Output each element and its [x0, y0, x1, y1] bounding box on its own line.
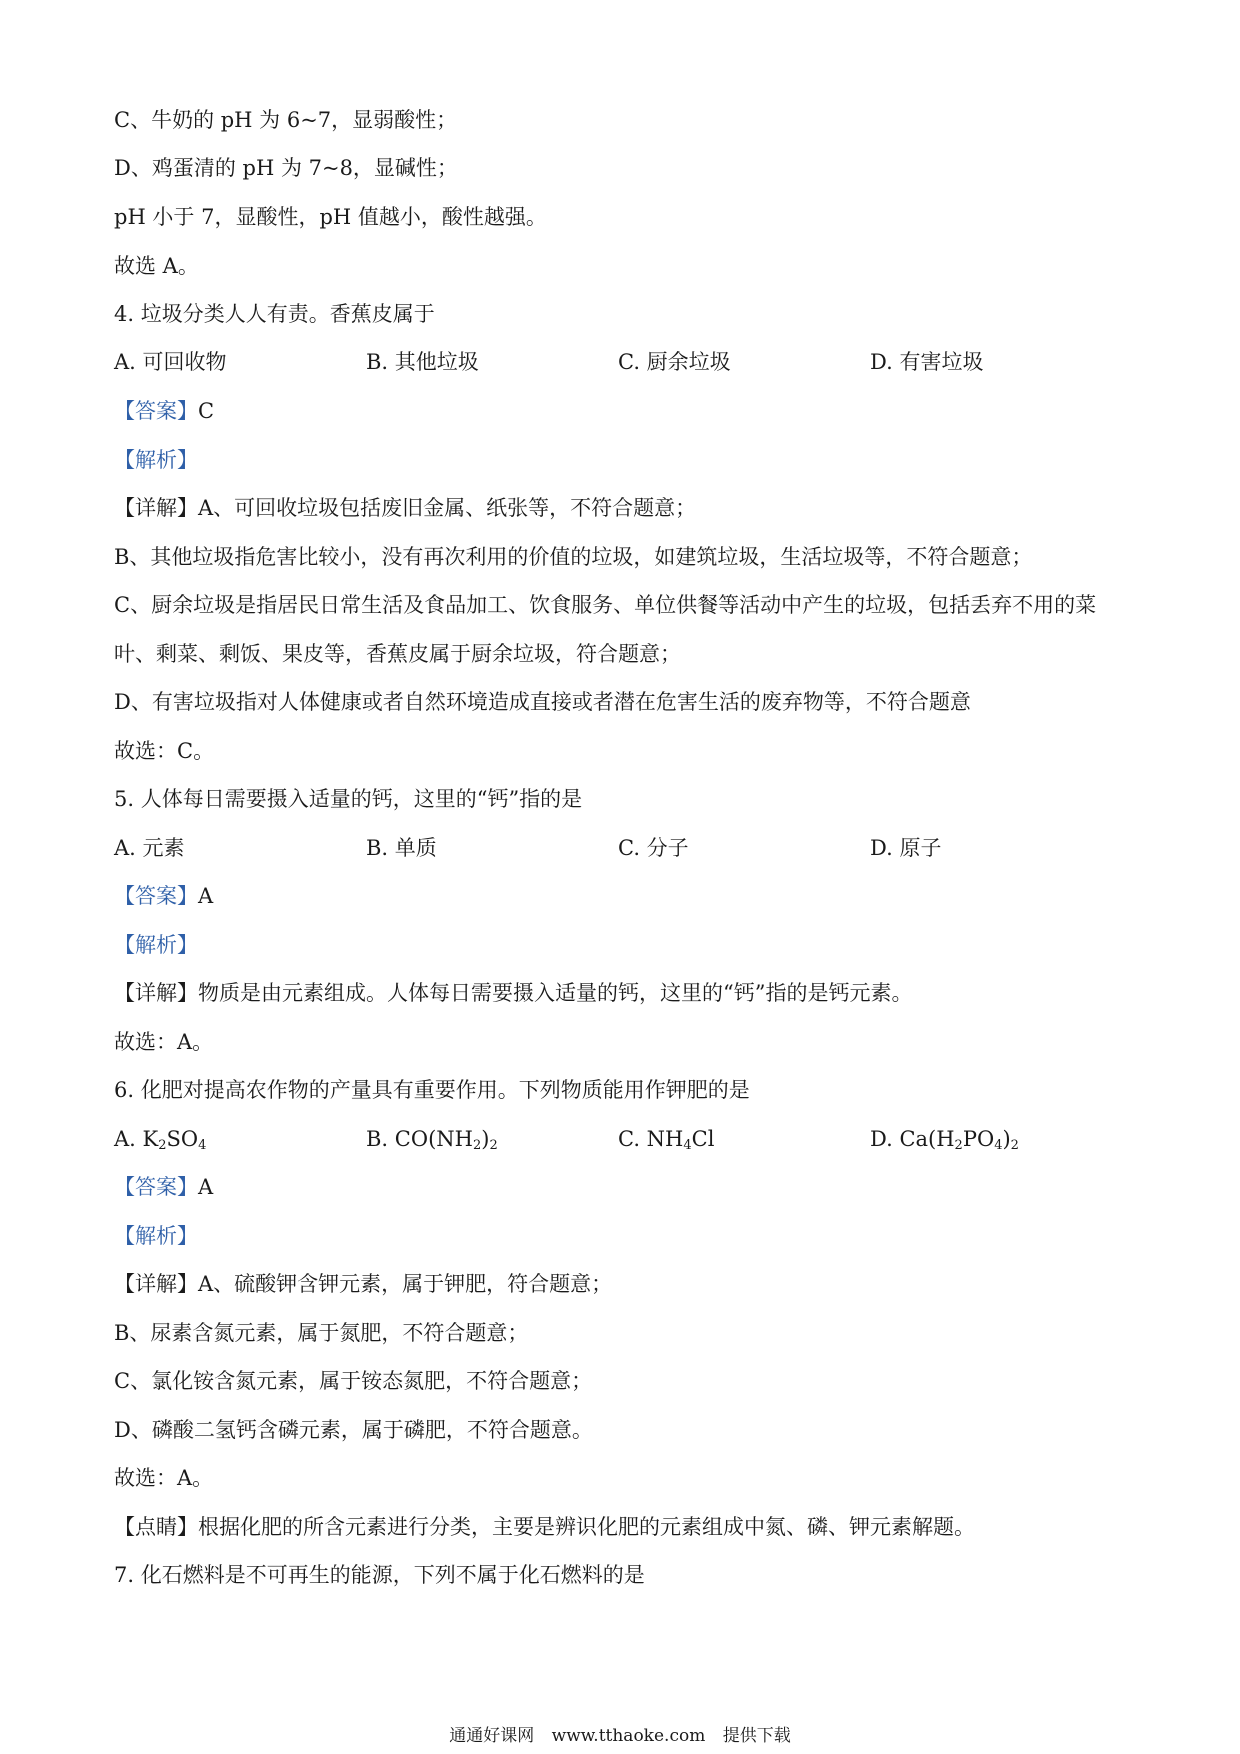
q4-detail-c-line1: C、厨余垃圾是指居民日常生活及食品加工、饮食服务、单位供餐等活动中产生的垃圾，包括丢弃不用的菜 [114, 593, 1097, 617]
q4-detail-b: B、其他垃圾指危害比较小，没有再次利用的价值的垃圾，如建筑垃圾，生活垃圾等，不符合题意； [114, 545, 1033, 569]
q4-answer [114, 397, 214, 425]
q4-option-c: C. 厨余垃圾 [618, 350, 731, 374]
answer-tag: 【答案】 [114, 1175, 198, 1199]
q6-detail-c: C、氯化铵含氮元素，属于铵态氮肥，不符合题意； [114, 1369, 593, 1393]
q5-analysis-tag: 【解析】 [114, 933, 198, 957]
footer-action: 提供下载 [722, 1726, 791, 1746]
page-footer [0, 1724, 1240, 1748]
q6-option-b: B. $CO(NH_2)_2$ [366, 1127, 498, 1153]
q6-detail-b: B、尿素含氮元素，属于氮肥，不符合题意； [114, 1321, 529, 1345]
answer-value: A [198, 884, 214, 908]
q5-final-choice: 故选：A。 [114, 1030, 214, 1054]
footer-site-name: 通通好课网 [449, 1726, 535, 1746]
answer-value: C [198, 399, 215, 423]
q4-option-a: A. 可回收物 [114, 350, 227, 374]
q6-stem: 6. 化肥对提高农作物的产量具有重要作用。下列物质能用作钾肥的是 [114, 1078, 750, 1102]
q5-detail [114, 979, 912, 1007]
q6-detail-a [114, 1270, 612, 1298]
q3-ph-note: pH 小于 7，显酸性，pH 值越小，酸性越强。 [114, 205, 547, 229]
q4-detail-c-line2: 叶、剩菜、剩饭、果皮等，香蕉皮属于厨余垃圾，符合题意； [114, 642, 681, 666]
q4-final-choice: 故选：C。 [114, 739, 215, 763]
q4-option-b: B. 其他垃圾 [366, 350, 479, 374]
q5-option-c: C. 分子 [618, 836, 689, 860]
q3-final-choice: 故选 A。 [114, 254, 199, 278]
point-text: 根据化肥的所含元素进行分类，主要是辨识化肥的元素组成中氮、磷、钾元素解题。 [198, 1515, 975, 1539]
q7-stem: 7. 化石燃料是不可再生的能源，下列不属于化石燃料的是 [114, 1563, 645, 1587]
q5-stem: 5. 人体每日需要摄入适量的钙，这里的“钙”指的是 [114, 787, 583, 811]
q6-final-choice: 故选：A。 [114, 1466, 214, 1490]
answer-tag: 【答案】 [114, 884, 198, 908]
footer-url[interactable]: www.tthaoke.com [551, 1726, 706, 1746]
answer-tag: 【答案】 [114, 399, 198, 423]
q5-answer [114, 882, 213, 910]
detail-tag: 【详解】 [114, 981, 198, 1005]
q4-stem: 4. 垃圾分类人人有责。香蕉皮属于 [114, 302, 435, 326]
detail-tag: 【详解】 [114, 496, 198, 520]
q4-analysis-tag: 【解析】 [114, 448, 198, 472]
q6-answer [114, 1173, 213, 1201]
detail-text: A、硫酸钾含钾元素，属于钾肥，符合题意； [198, 1272, 613, 1296]
q6-option-d: D. $Ca(H_2PO_4)_2$ [870, 1127, 1019, 1153]
q4-detail-d: D、有害垃圾指对人体健康或者自然环境造成直接或者潜在危害生活的废弃物等，不符合题意 [114, 690, 971, 714]
q6-option-a: A. $K_2SO_4$ [114, 1127, 207, 1153]
q6-detail-d: D、磷酸二氢钙含磷元素，属于磷肥，不符合题意。 [114, 1418, 593, 1442]
q5-option-d: D. 原子 [870, 836, 942, 860]
q6-option-c: C. $NH_4Cl$ [618, 1127, 715, 1153]
answer-value: A [198, 1175, 214, 1199]
detail-text: A、可回收垃圾包括废旧金属、纸张等，不符合题意； [198, 496, 697, 520]
point-tag: 【点睛】 [114, 1515, 198, 1539]
q3-option-c-explanation: C、牛奶的 pH 为 6~7，显弱酸性； [114, 108, 458, 132]
q4-option-d: D. 有害垃圾 [870, 350, 984, 374]
q6-analysis-tag: 【解析】 [114, 1224, 198, 1248]
detail-text: 物质是由元素组成。人体每日需要摄入适量的钙，这里的“钙”指的是钙元素。 [198, 981, 913, 1005]
q6-point [114, 1513, 975, 1541]
q5-option-a: A. 元素 [114, 836, 185, 860]
q5-option-b: B. 单质 [366, 836, 437, 860]
q4-detail-a [114, 494, 696, 522]
q3-option-d-explanation: D、鸡蛋清的 pH 为 7~8，显碱性； [114, 156, 458, 180]
detail-tag: 【详解】 [114, 1272, 198, 1296]
